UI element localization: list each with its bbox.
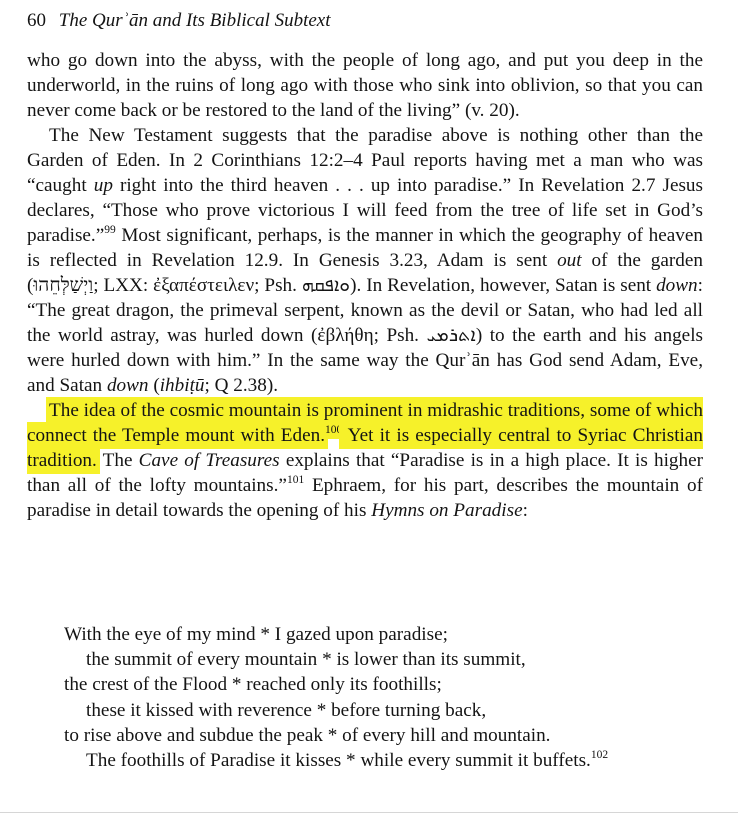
running-header xyxy=(27,6,717,36)
text-run: explains that “Paradise is in a high place. It is higher than all of the lofty mountains.” xyxy=(27,450,704,496)
poem-line-text: The foothills of Paradise it kisses * while every summit it buffets. xyxy=(86,750,591,772)
text-run: : “The great dragon, the primeval serpent, known as the devil or Satan, who had led all the world astray, was hurled down (ἐβλήθη; Psh. xyxy=(27,275,703,346)
italic-run: Hymns on Paradise xyxy=(371,500,523,521)
italic-run: out xyxy=(557,250,582,271)
italic-run: up xyxy=(93,175,113,196)
text-run: : xyxy=(522,500,528,521)
highlighted-text: The idea of the cosmic mountain is prominent in midrashic traditions, some of which connect the Temple mount with Eden. xyxy=(27,400,703,446)
text-run: Most significant, perhaps, is the manner in which the geography of heaven is reflected in Revelation 12.9. In Genesis 3.23, Adam is sent xyxy=(27,225,703,271)
poem-line: to rise above and subdue the peak * of every hill and mountain. xyxy=(64,724,551,746)
footnote-ref-102: 102 xyxy=(590,749,609,762)
paragraph-new-testament xyxy=(27,123,703,398)
text-run: The New Testament suggests that the paradise above is nothing other than the Garden of Eden. In 2 Corinthians 12:2–4 Paul reports having met a man who was “caught xyxy=(27,125,703,196)
syriac-word: ܘܐܦܩܗ xyxy=(301,275,351,296)
poem-line: With the eye of my mind * I gazed upon paradise; xyxy=(64,624,448,645)
syriac-word: ܐܬܪܡܝ xyxy=(426,325,476,346)
hebrew-word: וַיְשַׁלְּחֵהוּ xyxy=(33,275,94,296)
body-text xyxy=(27,48,703,523)
paragraph-continued: who go down into the abyss, with the people of long ago, and put you deep in the underworld, in the ruins of long ago with those who sink into oblivion, so that you can never come back or be restored to the land of the living” (v. 20). xyxy=(27,50,703,121)
text-run: ) to the earth and his angels were hurled down with him.” In the same way the Qurʾān has God send Adam, Eve, and Satan xyxy=(27,325,703,396)
page-bottom-divider xyxy=(0,812,738,813)
footnote-ref-99: 99 xyxy=(104,224,116,236)
italic-run: ihbiṭū xyxy=(159,375,205,396)
poem-line: the summit of every mountain * is lower than its summit, xyxy=(86,649,526,671)
text-run: ; LXX: ἐξαπέστειλεν; Psh. xyxy=(93,275,302,296)
poem-line: the crest of the Flood * reached only its foothills; xyxy=(64,674,442,696)
text-run: ). In Revelation, however, Satan is sent xyxy=(350,275,657,296)
paragraph-cosmic-mountain xyxy=(27,398,703,523)
italic-run: Cave of Treasures xyxy=(138,450,280,471)
text-run: ; Q 2.38). xyxy=(204,375,279,396)
poem-line-last xyxy=(64,748,704,773)
italic-run: down xyxy=(106,375,149,396)
highlighted-text: Yet it is especially central to Syriac Christian tradition. xyxy=(27,425,703,471)
footnote-ref-101: 101 xyxy=(286,474,305,486)
running-title: The Qurʾān and Its Biblical Subtext xyxy=(58,10,331,31)
text-run: of the garden ( xyxy=(27,250,703,296)
footnote-ref-100: 100 xyxy=(325,424,343,436)
text-run: The xyxy=(96,450,139,471)
page-number: 60 xyxy=(27,10,46,31)
text-run: ( xyxy=(148,375,160,396)
text-run: Ephraem, for his part, describes the mountain of paradise in detail towards the opening of his xyxy=(27,475,703,521)
italic-run: down xyxy=(656,275,698,296)
poem-line: these it kissed with reverence * before turning back, xyxy=(86,699,487,721)
text-run: right into the third heaven . . . up into paradise.” In Revelation 2.7 Jesus declares, “Those who prove victorious I will feed from the tree of life set in God’s paradise.” xyxy=(27,175,703,246)
poem-block-quote xyxy=(64,622,704,773)
